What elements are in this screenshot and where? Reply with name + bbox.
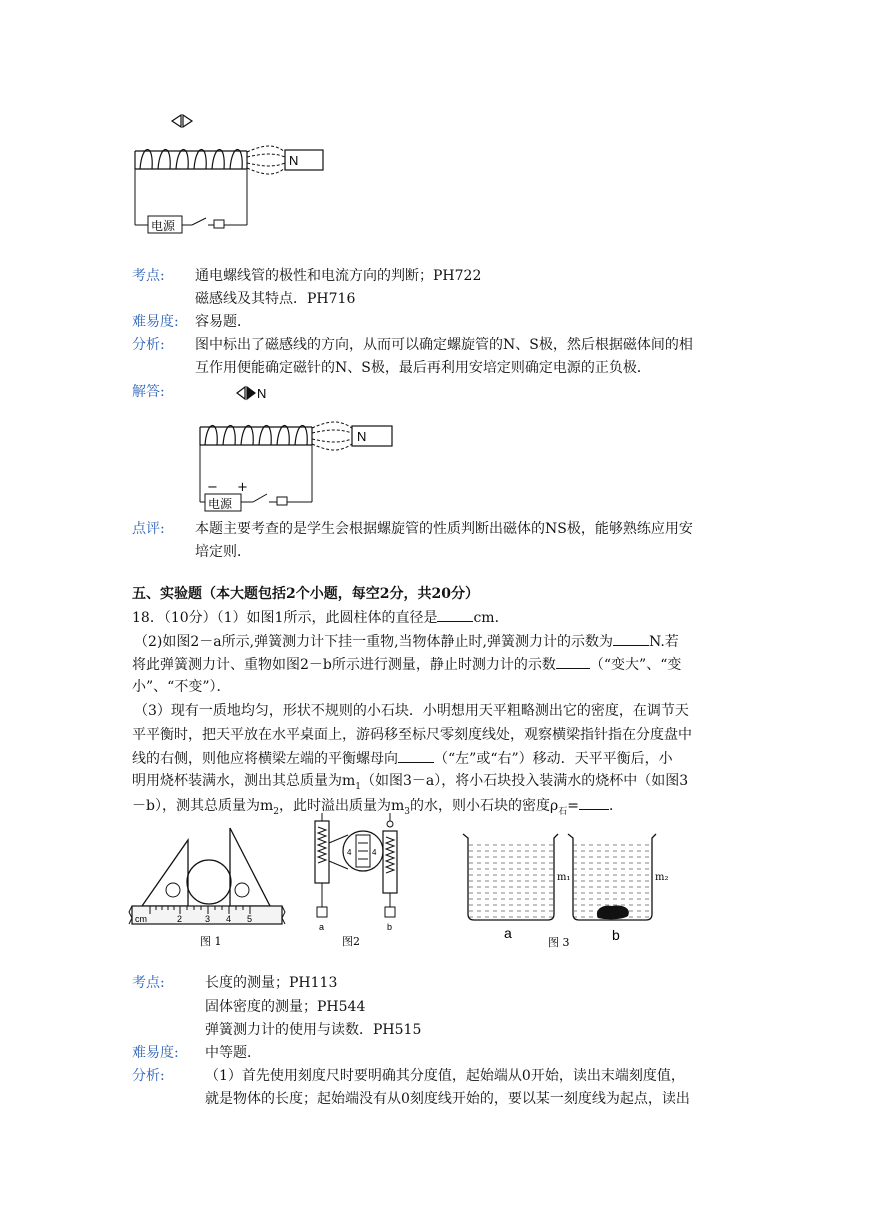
kaodian-line: 弹簧测力计的使用与读数．PH515 — [205, 1022, 422, 1038]
answer-blank — [579, 795, 609, 810]
kaodian-line: 磁感线及其特点．PH716 — [195, 291, 356, 307]
ruler-tick-label: 4 — [226, 914, 232, 924]
question-line — [134, 631, 679, 652]
scale-b-label: b — [387, 922, 393, 932]
question-text: －b），测其总质量为m — [132, 798, 274, 814]
nandu-label: 难易度: — [132, 1045, 179, 1061]
question-line — [132, 771, 688, 797]
answer-blank — [556, 654, 590, 669]
ruler-tick-label: 5 — [247, 914, 253, 924]
question-text: ，此时溢出质量为m — [278, 798, 405, 814]
fenxi-line: 就是物体的长度；起始端没有从0刻度线开始的，要以某一刻度线为起点，读出 — [205, 1091, 690, 1107]
zoom-tick-label: 4 — [347, 848, 352, 857]
question-line — [132, 654, 681, 675]
question-text: （如图3－a），将小石块投入装满水的烧杯中（如图3 — [361, 773, 689, 789]
beaker-b-mass-label: m₂ — [655, 872, 669, 883]
ruler-unit-label: cm — [135, 914, 147, 924]
question-line — [132, 748, 673, 769]
fenxi-line: 互作用便能确定磁针的N、S极，最后再利用安培定则确定电源的正负极． — [195, 360, 651, 376]
question-text: 线的右侧，则他应将横梁左端的平衡螺母向 — [132, 751, 398, 767]
plus-sign: + — [237, 480, 248, 495]
beaker-b-label: b — [612, 927, 620, 943]
dianping-line: 培定则． — [195, 544, 251, 560]
subscript: 1 — [355, 781, 362, 792]
figure-3-beaker-diagram — [460, 830, 690, 955]
question-text: 明用烧杯装满水，测出其总质量为m — [132, 773, 356, 789]
subscript: 石 — [558, 806, 568, 817]
nandu-value: 容易题． — [195, 314, 251, 330]
kaodian-line: 长度的测量；PH113 — [205, 975, 338, 991]
answer-blank — [613, 631, 649, 646]
question-text: ． — [608, 798, 623, 814]
solenoid-circuit-diagram — [130, 138, 330, 238]
compass-needle-icon — [170, 114, 194, 128]
beaker-a-label: a — [504, 925, 512, 941]
dianping-line: 本题主要考查的是学生会根据螺旋管的性质判断出磁体的NS极，能够熟练应用安 — [195, 521, 693, 537]
question-text: = — [567, 798, 579, 814]
dianping-label: 点评: — [132, 521, 165, 537]
power-source-label: 电源 — [151, 219, 176, 233]
answer-blank — [398, 748, 434, 763]
scale-a-label: a — [319, 922, 325, 932]
fenxi-line: （1）首先使用刻度尺时要明确其分度值，起始端从0开始，读出末端刻度值， — [205, 1068, 685, 1084]
question-line — [132, 607, 509, 628]
question-text: （“变大”、“变 — [589, 657, 682, 673]
kaodian-line: 通电螺线管的极性和电流方向的判断；PH722 — [195, 268, 482, 284]
answer-solenoid-diagram — [195, 384, 400, 512]
figure-1-ruler-diagram — [130, 818, 290, 953]
beaker-a-mass-label: m₁ — [557, 872, 571, 883]
question-line: 平平衡时，把天平放在水平桌面上，游码移至标尺零刻度线处，观察横梁指针指在分度盘中 — [132, 727, 692, 743]
question-text: 的水，则小石块的密度ρ — [410, 798, 559, 814]
ruler-tick-label: 2 — [177, 914, 183, 924]
kaodian-label: 考点: — [132, 975, 165, 991]
kaodian-line: 固体密度的测量；PH544 — [205, 999, 366, 1015]
nandu-value: 中等题． — [205, 1045, 261, 1061]
figure-2-caption: 图2 — [342, 935, 360, 948]
question-text: 18．（10分）（1）如图1所示，此圆柱体的直径是 — [132, 610, 438, 626]
figure-3-caption: 图 3 — [548, 936, 570, 949]
figure-1-caption: 图 1 — [200, 935, 222, 948]
ruler-tick-label: 3 — [205, 914, 211, 924]
fenxi-label: 分析: — [132, 337, 165, 353]
question-text: 将此弹簧测力计、重物如图2－b所示进行测量，静止时测力计的示数 — [132, 657, 556, 673]
fenxi-line: 图中标出了磁感线的方向，从而可以确定螺旋管的N、S极，然后根据磁体间的相 — [195, 337, 693, 353]
section-title: 五、实验题（本大题包括2个小题，每空2分，共20分） — [132, 586, 479, 602]
nandu-label: 难易度: — [132, 314, 179, 330]
magnet-pole-label: N — [289, 153, 299, 168]
question-line: （3）现有一质地均匀，形状不规则的小石块．小明想用天平粗略测出它的密度，在调节天 — [134, 703, 689, 719]
needle-north-label: N — [257, 386, 267, 401]
answer-power-label: 电源 — [208, 497, 233, 511]
zoom-tick-label: 4 — [372, 848, 377, 857]
question-text: （“左”或“右”）移动．天平平衡后，小 — [434, 751, 673, 767]
subscript: 3 — [404, 806, 410, 817]
jieda-label: 解答: — [132, 384, 165, 400]
question-text: cm． — [473, 610, 509, 626]
figure-2-spring-scale-diagram — [300, 813, 410, 953]
minus-sign: − — [207, 480, 218, 495]
kaodian-label: 考点: — [132, 268, 165, 284]
answer-magnet-pole-label: N — [357, 429, 367, 444]
fenxi-label: 分析: — [132, 1068, 165, 1084]
answer-blank — [437, 607, 473, 622]
question-text: N.若 — [648, 634, 679, 650]
subscript: 2 — [273, 806, 279, 817]
question-text: （2)如图2－a所示,弹簧测力计下挂一重物,当物体静止时,弹簧测力计的示数为 — [134, 634, 613, 650]
question-line: 小”、“不变”）． — [132, 679, 231, 695]
